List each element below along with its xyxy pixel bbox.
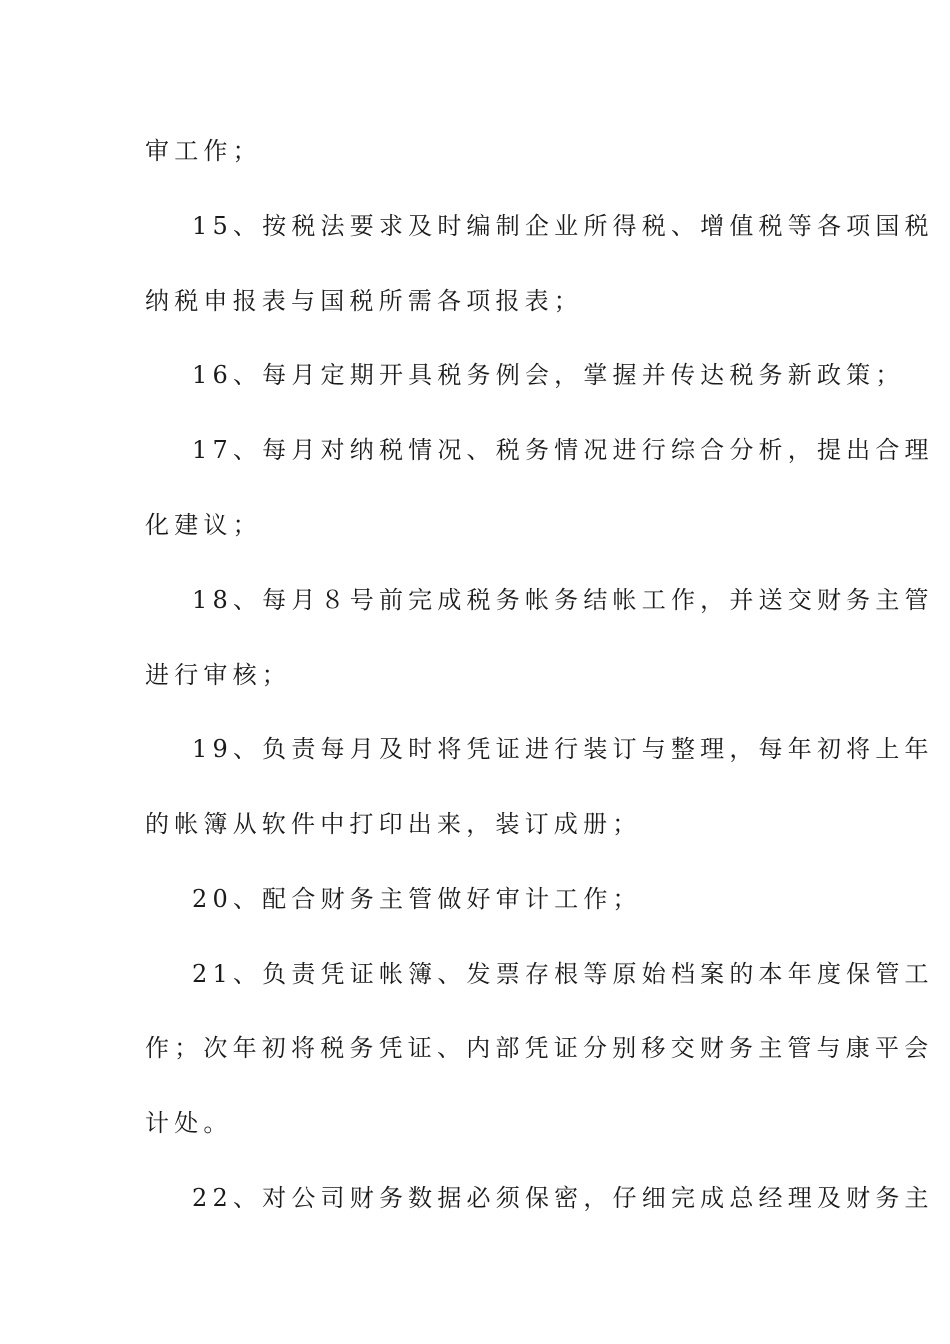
item-17-line-1: 17、每月对纳税情况、税务情况进行综合分析，提出合理 (192, 436, 934, 464)
item-17-line-2: 化建议； (145, 511, 262, 539)
item-19-line-2: 的帐簿从软件中打印出来，装订成册； (145, 810, 642, 838)
item-21-line-1: 21、负责凭证帐簿、发票存根等原始档案的本年度保管工 (192, 960, 934, 988)
item-21-line-3: 计处。 (145, 1109, 233, 1137)
item-18-line-2: 进行审核； (145, 661, 291, 689)
text-line: 审工作； (145, 137, 262, 165)
item-15-line-2: 纳税申报表与国税所需各项报表； (145, 287, 583, 315)
item-15-line-1: 15、按税法要求及时编制企业所得税、增值税等各项国税 (192, 212, 934, 240)
item-22-line-1: 22、对公司财务数据必须保密，仔细完成总经理及财务主 (192, 1184, 934, 1212)
item-16-line-1: 16、每月定期开具税务例会，掌握并传达税务新政策； (192, 361, 905, 389)
item-20-line-1: 20、配合财务主管做好审计工作； (192, 885, 642, 913)
item-21-line-2: 作；次年初将税务凭证、内部凭证分别移交财务主管与康平会 (145, 1034, 934, 1062)
item-19-line-1: 19、负责每月及时将凭证进行装订与整理，每年初将上年 (192, 735, 934, 763)
item-18-line-1: 18、每月８号前完成税务帐务结帐工作，并送交财务主管 (192, 586, 934, 614)
